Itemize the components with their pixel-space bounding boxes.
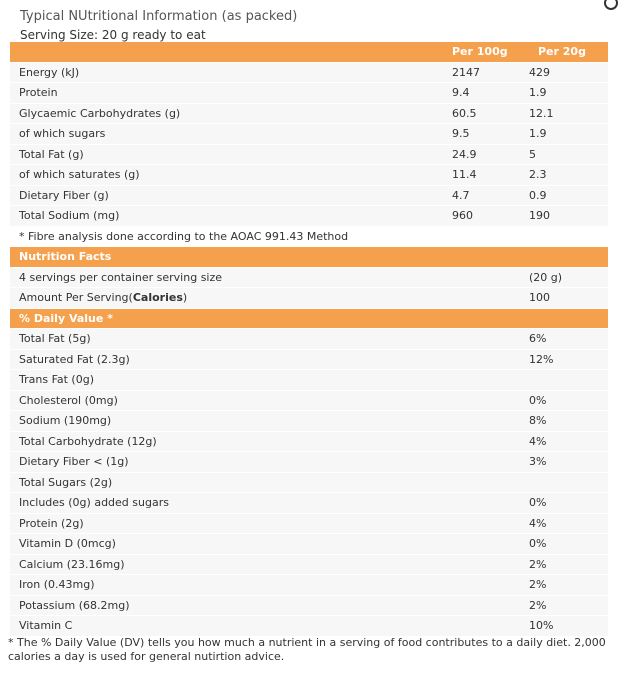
daily-value-percent: 4% — [529, 434, 547, 448]
daily-value-row — [10, 411, 608, 432]
per-100g-value: 2147 — [452, 65, 480, 79]
table-row — [10, 186, 608, 207]
servings-label: 4 servings per container serving size — [19, 270, 223, 284]
daily-value-percent: 8% — [529, 414, 547, 427]
per-100g-value: 9.5 — [452, 127, 470, 140]
daily-value-row — [10, 596, 608, 617]
daily-value-percent: 0% — [529, 393, 547, 407]
daily-value-heading: % Daily Value * — [19, 311, 113, 325]
per-100g-value: 11.4 — [452, 168, 477, 181]
daily-value-row — [10, 555, 608, 576]
daily-value-row — [10, 473, 608, 494]
servings-value: (20 g) — [529, 270, 563, 284]
table-row — [10, 63, 608, 84]
footnote: * The % Daily Value (DV) tells you how much a nutrient in a serving of food contributes to a daily diet. 2,000 calories a day is used for general nutirtion advice. — [8, 636, 606, 663]
per-20g-value: 190 — [529, 209, 550, 222]
daily-value-label: Vitamin D (0mcg) — [19, 537, 116, 550]
table-row — [10, 165, 608, 186]
per-20g-value: 2.3 — [529, 168, 547, 181]
per-20g-value: 12.1 — [529, 106, 554, 120]
daily-value-percent: 0% — [529, 537, 547, 550]
daily-value-percent: 0% — [529, 496, 547, 509]
daily-value-percent: 2% — [529, 578, 547, 591]
nutrient-label: Total Fat (g) — [19, 147, 84, 161]
table-row — [10, 124, 608, 145]
daily-value-header — [10, 309, 608, 330]
daily-value-row — [10, 575, 608, 596]
daily-value-label: Includes (0g) added sugars — [19, 496, 169, 509]
daily-value-row — [10, 534, 608, 555]
page-title: Typical NUtritional Information (as packed) — [20, 9, 298, 24]
nutrient-label: Glycaemic Carbohydrates (g) — [19, 106, 181, 120]
col-per-100g: Per 100g — [452, 45, 508, 58]
daily-value-percent: 2% — [529, 598, 547, 612]
daily-value-row — [10, 350, 608, 371]
per-100g-value: 24.9 — [452, 147, 477, 161]
table-row — [10, 83, 608, 104]
daily-value-label: Cholesterol (0mg) — [19, 393, 118, 407]
per-100g-value: 4.7 — [452, 188, 470, 202]
per-100g-value: 60.5 — [452, 106, 477, 120]
daily-value-row — [10, 493, 608, 514]
daily-value-label: Vitamin C — [19, 619, 73, 632]
nutrient-label: of which saturates (g) — [19, 168, 140, 181]
table-header — [10, 42, 608, 63]
daily-value-row — [10, 391, 608, 412]
per-20g-value: 0.9 — [529, 188, 547, 202]
daily-value-label: Trans Fat (0g) — [19, 373, 94, 386]
daily-value-label: Saturated Fat (2.3g) — [19, 352, 130, 366]
daily-value-row — [10, 370, 608, 391]
daily-value-label: Calcium (23.16mg) — [19, 557, 125, 571]
table-row — [10, 104, 608, 125]
daily-value-percent: 2% — [529, 557, 547, 571]
per-100g-value: 960 — [452, 209, 473, 222]
serving-size: Serving Size: 20 g ready to eat — [20, 28, 206, 42]
daily-value-row — [10, 452, 608, 473]
nutrient-label: Energy (kJ) — [19, 65, 80, 79]
nutrient-label: Dietary Fiber (g) — [19, 188, 109, 202]
amount-value: 100 — [529, 291, 550, 304]
nutrient-label: Total Sodium (mg) — [19, 209, 120, 222]
daily-value-percent: 6% — [529, 332, 547, 345]
per-20g-value: 429 — [529, 65, 550, 79]
per-100g-value: 9.4 — [452, 86, 470, 99]
nutrition-facts-heading: Nutrition Facts — [19, 250, 112, 263]
nutrient-label: of which sugars — [19, 127, 106, 140]
amount-label: Amount Per Serving(Calories) — [19, 291, 188, 304]
daily-value-row — [10, 329, 608, 350]
fibre-note: * Fibre analysis done according to the AOAC 991.43 Method — [19, 229, 349, 243]
daily-value-row — [10, 616, 608, 637]
daily-value-row — [10, 432, 608, 453]
per-20g-value: 1.9 — [529, 86, 547, 99]
daily-value-label: Total Carbohydrate (12g) — [19, 434, 157, 448]
daily-value-percent: 10% — [529, 619, 554, 632]
daily-value-percent: 12% — [529, 352, 554, 366]
nutrition-facts-header — [10, 247, 608, 268]
close-icon[interactable] — [604, 0, 618, 10]
daily-value-label: Sodium (190mg) — [19, 414, 112, 427]
daily-value-percent: 4% — [529, 516, 547, 530]
daily-value-label: Total Sugars (2g) — [19, 475, 113, 489]
servings-row — [10, 268, 608, 289]
nutrient-label: Protein — [19, 86, 58, 99]
daily-value-label: Dietary Fiber < (1g) — [19, 455, 129, 468]
daily-value-row — [10, 514, 608, 535]
nutrition-table — [10, 42, 608, 637]
daily-value-label: Total Fat (5g) — [19, 332, 91, 345]
per-20g-value: 5 — [529, 147, 536, 161]
amount-row — [10, 288, 608, 309]
daily-value-percent: 3% — [529, 455, 547, 468]
fibre-note-row — [10, 227, 608, 248]
table-row — [10, 145, 608, 166]
daily-value-label: Protein (2g) — [19, 516, 84, 530]
table-row — [10, 206, 608, 227]
col-per-20g: Per 20g — [538, 45, 586, 58]
per-20g-value: 1.9 — [529, 127, 547, 140]
daily-value-label: Iron (0.43mg) — [19, 578, 95, 591]
daily-value-label: Potassium (68.2mg) — [19, 598, 130, 612]
